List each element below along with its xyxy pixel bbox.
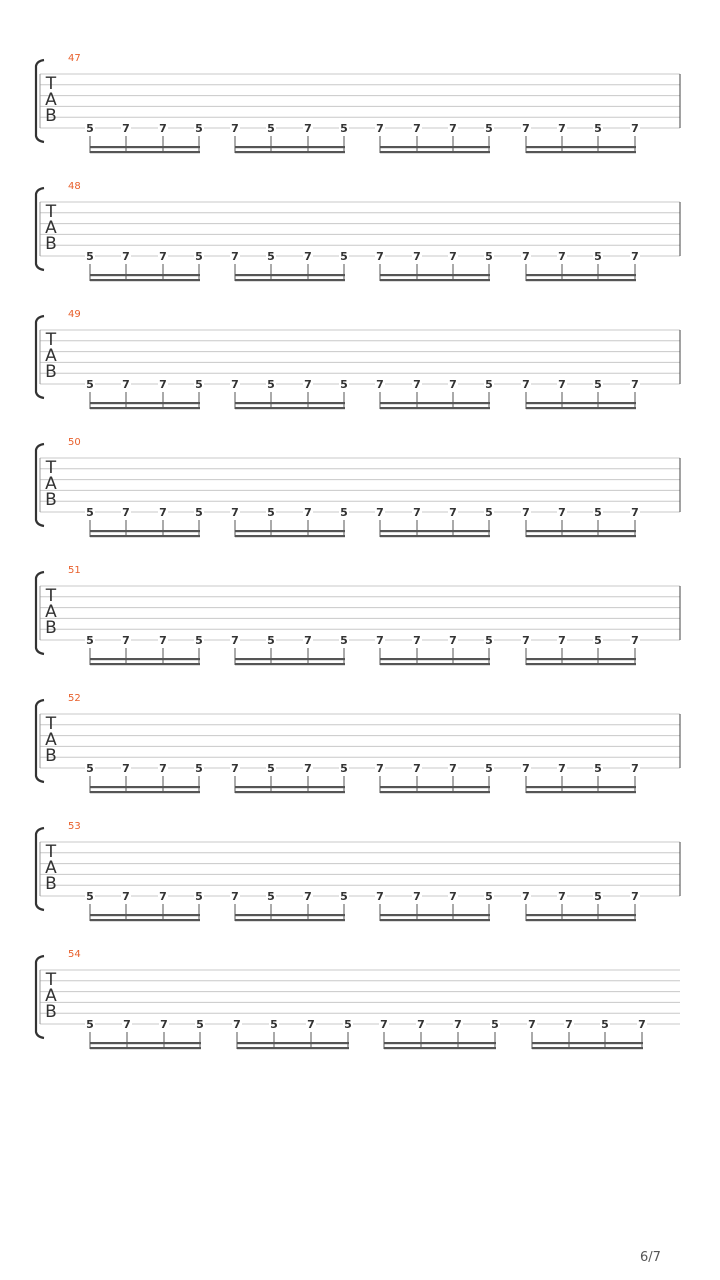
beam: [90, 402, 200, 404]
fret-number: 5: [195, 506, 203, 519]
fret-number: 7: [304, 378, 312, 391]
tab-clef-letter: T: [45, 970, 57, 990]
tab-clef-letter: T: [45, 714, 57, 734]
measure-number: 51: [68, 565, 81, 576]
tab-clef-letter: T: [45, 74, 57, 94]
fret-number: 7: [522, 122, 530, 135]
fret-number: 5: [196, 1018, 204, 1031]
fret-number: 5: [344, 1018, 352, 1031]
beam: [90, 1042, 201, 1044]
fret-number: 7: [376, 506, 384, 519]
fret-number: 7: [413, 634, 421, 647]
fret-number: 5: [86, 378, 94, 391]
beam: [235, 402, 345, 404]
tab-clef-letter: A: [45, 218, 57, 238]
tab-clef-letter: B: [45, 1002, 57, 1022]
beam: [90, 151, 200, 153]
measure-number: 50: [68, 437, 81, 448]
tab-clef-letter: B: [45, 874, 57, 894]
beam: [526, 663, 636, 665]
fret-number: 5: [267, 762, 275, 775]
beam: [526, 407, 636, 409]
fret-number: 7: [558, 378, 566, 391]
measure-number: 49: [68, 309, 81, 320]
beam: [235, 791, 345, 793]
beam: [90, 530, 200, 532]
fret-number: 7: [522, 250, 530, 263]
fret-number: 5: [86, 250, 94, 263]
fret-number: 5: [594, 762, 602, 775]
fret-number: 7: [231, 890, 239, 903]
fret-number: 7: [376, 378, 384, 391]
beam: [380, 535, 490, 537]
fret-number: 5: [485, 890, 493, 903]
fret-number: 7: [376, 762, 384, 775]
beam: [380, 151, 490, 153]
fret-number: 7: [122, 506, 130, 519]
beam: [380, 407, 490, 409]
tab-clef-letter: B: [45, 234, 57, 254]
fret-number: 7: [159, 634, 167, 647]
beam: [380, 658, 490, 660]
fret-number: 7: [631, 890, 639, 903]
fret-number: 7: [122, 634, 130, 647]
tab-clef-letter: T: [45, 458, 57, 478]
fret-number: 5: [195, 762, 203, 775]
tab-clef-letter: A: [45, 602, 57, 622]
beam: [90, 914, 200, 916]
beam: [235, 914, 345, 916]
fret-number: 7: [380, 1018, 388, 1031]
beam: [235, 535, 345, 537]
fret-number: 7: [376, 122, 384, 135]
fret-number: 5: [594, 890, 602, 903]
tab-clef-letter: T: [45, 202, 57, 222]
fret-number: 7: [122, 890, 130, 903]
beam: [90, 146, 200, 148]
fret-number: 5: [594, 122, 602, 135]
beam: [235, 663, 345, 665]
fret-number: 7: [231, 634, 239, 647]
fret-number: 7: [413, 122, 421, 135]
beam: [526, 658, 636, 660]
fret-number: 5: [267, 506, 275, 519]
fret-number: 7: [449, 506, 457, 519]
beam: [90, 1047, 201, 1049]
fret-number: 7: [522, 378, 530, 391]
fret-number: 7: [449, 762, 457, 775]
fret-number: 7: [122, 378, 130, 391]
fret-number: 7: [558, 762, 566, 775]
beam: [526, 535, 636, 537]
fret-number: 5: [340, 890, 348, 903]
fret-number: 7: [565, 1018, 573, 1031]
beam: [526, 791, 636, 793]
tab-clef-letter: T: [45, 842, 57, 862]
fret-number: 7: [631, 506, 639, 519]
beam: [526, 274, 636, 276]
measure-number: 48: [68, 181, 81, 192]
fret-number: 5: [195, 634, 203, 647]
fret-number: 7: [522, 890, 530, 903]
fret-number: 5: [195, 250, 203, 263]
fret-number: 7: [123, 1018, 131, 1031]
beam: [526, 914, 636, 916]
fret-number: 7: [159, 762, 167, 775]
fret-number: 7: [558, 250, 566, 263]
beam: [90, 279, 200, 281]
beam: [235, 658, 345, 660]
fret-number: 7: [449, 250, 457, 263]
fret-number: 7: [304, 762, 312, 775]
fret-number: 7: [159, 378, 167, 391]
fret-number: 7: [413, 506, 421, 519]
fret-number: 5: [340, 506, 348, 519]
fret-number: 7: [231, 762, 239, 775]
beam: [532, 1042, 643, 1044]
fret-number: 7: [413, 762, 421, 775]
beam: [235, 151, 345, 153]
fret-number: 7: [231, 122, 239, 135]
tab-clef-letter: B: [45, 106, 57, 126]
fret-number: 7: [122, 122, 130, 135]
fret-number: 5: [601, 1018, 609, 1031]
beam: [384, 1042, 496, 1044]
fret-number: 5: [86, 1018, 94, 1031]
beam: [90, 663, 200, 665]
fret-number: 7: [304, 634, 312, 647]
fret-number: 7: [304, 506, 312, 519]
fret-number: 7: [449, 378, 457, 391]
tab-clef-letter: A: [45, 346, 57, 366]
fret-number: 7: [522, 634, 530, 647]
fret-number: 7: [631, 250, 639, 263]
page-number: 6/7: [640, 1250, 661, 1265]
tab-clef-letter: T: [45, 330, 57, 350]
fret-number: 5: [340, 634, 348, 647]
beam: [380, 530, 490, 532]
fret-number: 7: [558, 122, 566, 135]
beam: [90, 658, 200, 660]
beam: [235, 146, 345, 148]
fret-number: 7: [122, 250, 130, 263]
fret-number: 7: [159, 250, 167, 263]
beam: [90, 919, 200, 921]
fret-number: 5: [594, 506, 602, 519]
fret-number: 5: [485, 634, 493, 647]
fret-number: 7: [231, 250, 239, 263]
fret-number: 5: [340, 378, 348, 391]
fret-number: 7: [376, 634, 384, 647]
fret-number: 7: [522, 506, 530, 519]
beam: [526, 151, 636, 153]
beam: [235, 786, 345, 788]
fret-number: 7: [413, 250, 421, 263]
beam: [235, 279, 345, 281]
tab-clef-letter: B: [45, 362, 57, 382]
fret-number: 5: [86, 506, 94, 519]
fret-number: 5: [485, 506, 493, 519]
fret-number: 7: [159, 890, 167, 903]
beam: [237, 1047, 349, 1049]
fret-number: 7: [231, 378, 239, 391]
fret-number: 5: [485, 762, 493, 775]
fret-number: 5: [86, 634, 94, 647]
measure-number: 52: [68, 693, 81, 704]
fret-number: 7: [631, 762, 639, 775]
fret-number: 7: [160, 1018, 168, 1031]
tab-clef-letter: B: [45, 746, 57, 766]
tab-clef-letter: B: [45, 618, 57, 638]
fret-number: 7: [522, 762, 530, 775]
tab-clef-letter: B: [45, 490, 57, 510]
beam: [235, 530, 345, 532]
fret-number: 7: [304, 122, 312, 135]
beam: [90, 407, 200, 409]
beam: [380, 914, 490, 916]
fret-number: 7: [449, 634, 457, 647]
beam: [380, 791, 490, 793]
fret-number: 5: [267, 634, 275, 647]
fret-number: 7: [304, 250, 312, 263]
fret-number: 7: [417, 1018, 425, 1031]
measure-number: 53: [68, 821, 81, 832]
beam: [90, 274, 200, 276]
fret-number: 5: [86, 122, 94, 135]
fret-number: 7: [558, 634, 566, 647]
fret-number: 7: [122, 762, 130, 775]
beam: [526, 919, 636, 921]
fret-number: 5: [485, 122, 493, 135]
fret-number: 7: [449, 122, 457, 135]
fret-number: 7: [638, 1018, 646, 1031]
fret-number: 5: [267, 250, 275, 263]
fret-number: 5: [267, 890, 275, 903]
beam: [384, 1047, 496, 1049]
fret-number: 5: [195, 378, 203, 391]
beam: [90, 791, 200, 793]
tab-clef-letter: A: [45, 858, 57, 878]
fret-number: 7: [558, 890, 566, 903]
beam: [90, 535, 200, 537]
beam: [380, 919, 490, 921]
fret-number: 7: [449, 890, 457, 903]
fret-number: 5: [195, 890, 203, 903]
fret-number: 5: [594, 378, 602, 391]
beam: [235, 407, 345, 409]
beam: [235, 274, 345, 276]
beam: [526, 530, 636, 532]
tab-clef-letter: A: [45, 730, 57, 750]
fret-number: 7: [376, 250, 384, 263]
beam: [380, 146, 490, 148]
tab-clef-letter: A: [45, 986, 57, 1006]
fret-number: 7: [631, 634, 639, 647]
fret-number: 7: [231, 506, 239, 519]
beam: [380, 402, 490, 404]
fret-number: 7: [159, 506, 167, 519]
measure-number: 47: [68, 53, 81, 64]
beam: [526, 786, 636, 788]
fret-number: 7: [528, 1018, 536, 1031]
fret-number: 7: [304, 890, 312, 903]
fret-number: 5: [491, 1018, 499, 1031]
tab-clef-letter: T: [45, 586, 57, 606]
beam: [532, 1047, 643, 1049]
beam: [235, 919, 345, 921]
beam: [237, 1042, 349, 1044]
fret-number: 7: [558, 506, 566, 519]
fret-number: 5: [485, 378, 493, 391]
beam: [90, 786, 200, 788]
measure-number: 54: [68, 949, 81, 960]
beam: [380, 274, 490, 276]
fret-number: 7: [307, 1018, 315, 1031]
fret-number: 7: [376, 890, 384, 903]
beam: [380, 279, 490, 281]
fret-number: 5: [267, 122, 275, 135]
fret-number: 7: [631, 122, 639, 135]
beam: [380, 663, 490, 665]
fret-number: 5: [485, 250, 493, 263]
fret-number: 7: [454, 1018, 462, 1031]
fret-number: 7: [413, 890, 421, 903]
fret-number: 5: [340, 122, 348, 135]
fret-number: 5: [594, 250, 602, 263]
fret-number: 5: [340, 250, 348, 263]
beam: [526, 279, 636, 281]
fret-number: 5: [270, 1018, 278, 1031]
beam: [380, 786, 490, 788]
fret-number: 7: [159, 122, 167, 135]
fret-number: 7: [413, 378, 421, 391]
fret-number: 7: [631, 378, 639, 391]
fret-number: 7: [233, 1018, 241, 1031]
fret-number: 5: [594, 634, 602, 647]
tab-clef-letter: A: [45, 474, 57, 494]
fret-number: 5: [267, 378, 275, 391]
tab-clef-letter: A: [45, 90, 57, 110]
fret-number: 5: [86, 890, 94, 903]
fret-number: 5: [195, 122, 203, 135]
fret-number: 5: [86, 762, 94, 775]
fret-number: 5: [340, 762, 348, 775]
beam: [526, 402, 636, 404]
beam: [526, 146, 636, 148]
